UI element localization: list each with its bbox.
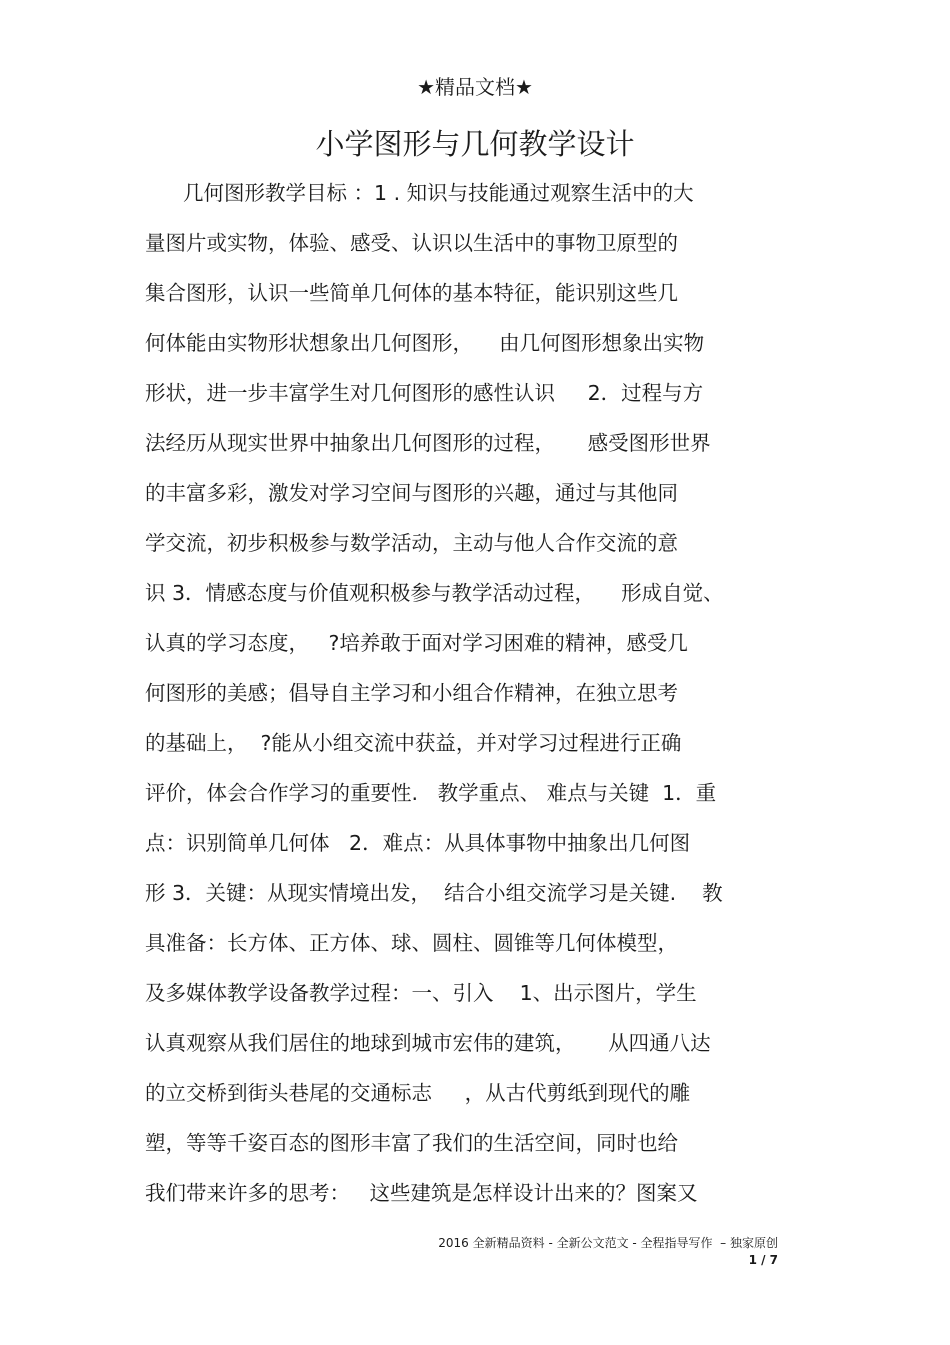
body-line: 形 3．关键：从现实情境出发， 结合小组交流学习是关键. 教 xyxy=(145,881,723,905)
body-line: 及多媒体教学设备教学过程：一、引入 1、出示图片，学生 xyxy=(145,981,697,1005)
body-line: 我们带来许多的思考： 这些建筑是怎样设计出来的？图案又 xyxy=(145,1181,698,1205)
body-line: 的丰富多彩，激发对学习空间与图形的兴趣，通过与其他同 xyxy=(145,481,678,505)
body-line: 的基础上， ?能从小组交流中获益，并对学习过程进行正确 xyxy=(145,731,682,755)
body-line: 具准备：长方体、正方体、球、圆柱、圆锥等几何体模型， xyxy=(145,931,678,955)
page-number: 1 / 7 xyxy=(748,1253,778,1267)
body-line: 形状，进一步丰富学生对几何图形的感性认识 2．过程与方 xyxy=(145,381,704,405)
body-line: 点：识别简单几何体 2．难点：从具体事物中抽象出几何图 xyxy=(145,831,691,855)
body-line: 法经历从现实世界中抽象出几何图形的过程， 感受图形世界 xyxy=(145,431,711,455)
document-header: ★精品文档★ xyxy=(417,75,533,99)
body-line: 学交流，初步积极参与数学活动，主动与他人合作交流的意 xyxy=(145,531,678,555)
body-line: 何图形的美感；倡导自主学习和小组合作精神，在独立思考 xyxy=(145,681,678,705)
body-line: 识 3．情感态度与价值观积极参与教学活动过程， 形成自觉、 xyxy=(145,581,724,605)
body-line: 量图片或实物，体验、感受、认识以生活中的事物卫原型的 xyxy=(145,231,678,255)
body-line: 认真观察从我们居住的地球到城市宏伟的建筑， 从四通八达 xyxy=(145,1031,711,1055)
body-line: 集合图形，认识一些简单几何体的基本特征，能识别这些几 xyxy=(145,281,678,305)
body-line: 认真的学习态度， ?培养敢于面对学习困难的精神，感受几 xyxy=(145,631,688,655)
document-title: 小学图形与几何教学设计 xyxy=(315,127,635,161)
body-line: 何体能由实物形状想象出几何图形， 由几何图形想象出实物 xyxy=(145,331,705,355)
body-line: 评价，体会合作学习的重要性. 教学重点、 难点与关键 1．重 xyxy=(145,781,717,805)
body-line: 的立交桥到街头巷尾的交通标志 ，从古代剪纸到现代的雕 xyxy=(145,1081,691,1105)
body-line: 几何图形教学目标 ：1 . 知识与技能通过观察生活中的大 xyxy=(183,181,694,205)
body-line: 塑，等等千姿百态的图形丰富了我们的生活空间，同时也给 xyxy=(145,1131,678,1155)
page-footer: 2016 全新精品资料 - 全新公文范文 - 全程指导写作 – 独家原创 xyxy=(438,1236,778,1250)
